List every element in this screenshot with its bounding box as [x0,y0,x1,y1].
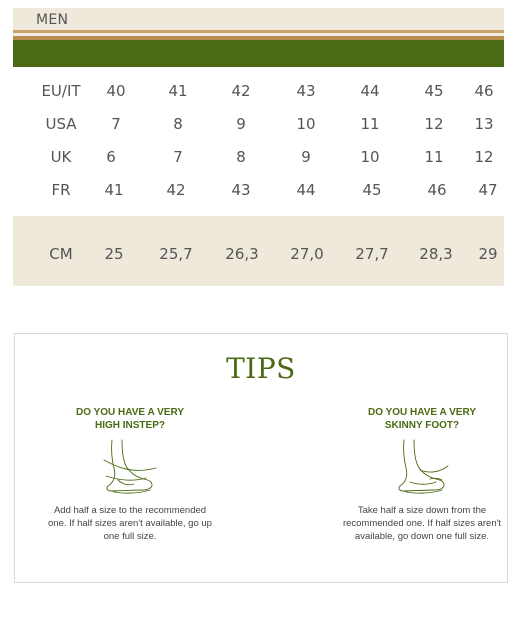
size-cell: 41 [104,181,124,199]
size-table [13,75,504,286]
size-row-uk [13,141,504,174]
tip-question: DO YOU HAVE A VERY SKINNY FOOT? [368,407,476,431]
size-cell: 28,3 [419,245,453,263]
tip-skinny-foot [337,406,507,543]
size-cell: 29 [478,245,498,263]
row-label: EU/IT [41,82,81,100]
size-row-usa [13,108,504,141]
size-cell: 12 [424,115,444,133]
foot-high-instep-icon [98,438,162,496]
size-cell: 7 [173,148,183,166]
size-cell: 44 [296,181,316,199]
tip-answer: Take half a size down from the recommended one. If half sizes aren't available, go down one full size. [342,505,502,542]
row-label: FR [51,181,71,199]
decorative-stripes [13,30,504,40]
size-cell: 10 [360,148,380,166]
tips-title: TIPS [226,352,296,385]
size-cell: 25,7 [159,245,193,263]
size-row-fr [13,174,504,207]
size-cell: 43 [296,82,316,100]
size-cell: 42 [231,82,251,100]
stripe-gold-bottom [13,36,504,40]
size-cell: 27,0 [290,245,324,263]
size-cell: 26,3 [225,245,259,263]
size-cell: 11 [424,148,444,166]
size-cell: 13 [474,115,494,133]
tips-panel [14,333,508,583]
size-cell: 47 [478,181,498,199]
section-label-men: MEN [13,8,504,30]
size-cell: 44 [360,82,380,100]
size-row-eu [13,75,504,108]
row-label: UK [50,148,72,166]
size-cell: 42 [166,181,186,199]
size-cell: 9 [301,148,311,166]
row-label: USA [45,115,77,133]
size-cell: 10 [296,115,316,133]
tip-question: DO YOU HAVE A VERY HIGH INSTEP? [76,407,184,431]
row-label: CM [49,245,73,263]
size-cell: 11 [360,115,380,133]
foot-skinny-icon [390,438,454,496]
size-cell: 40 [106,82,126,100]
size-chart [13,8,504,278]
size-cell: 43 [231,181,251,199]
size-cell: 6 [106,148,116,166]
size-cell: 8 [173,115,183,133]
tip-high-instep [45,406,215,543]
tip-answer: Add half a size to the recommended one. If half sizes aren't available, go up one full size. [48,505,212,542]
green-band [13,40,504,67]
size-cell: 46 [474,82,494,100]
size-cell: 45 [362,181,382,199]
size-cell: 41 [168,82,188,100]
size-cell: 45 [424,82,444,100]
size-row-cm [13,216,504,286]
size-cell: 8 [236,148,246,166]
size-cell: 25 [104,245,124,263]
size-cell: 7 [111,115,121,133]
size-cell: 27,7 [355,245,389,263]
size-cell: 46 [427,181,447,199]
size-cell: 12 [474,148,494,166]
size-cell: 9 [236,115,246,133]
